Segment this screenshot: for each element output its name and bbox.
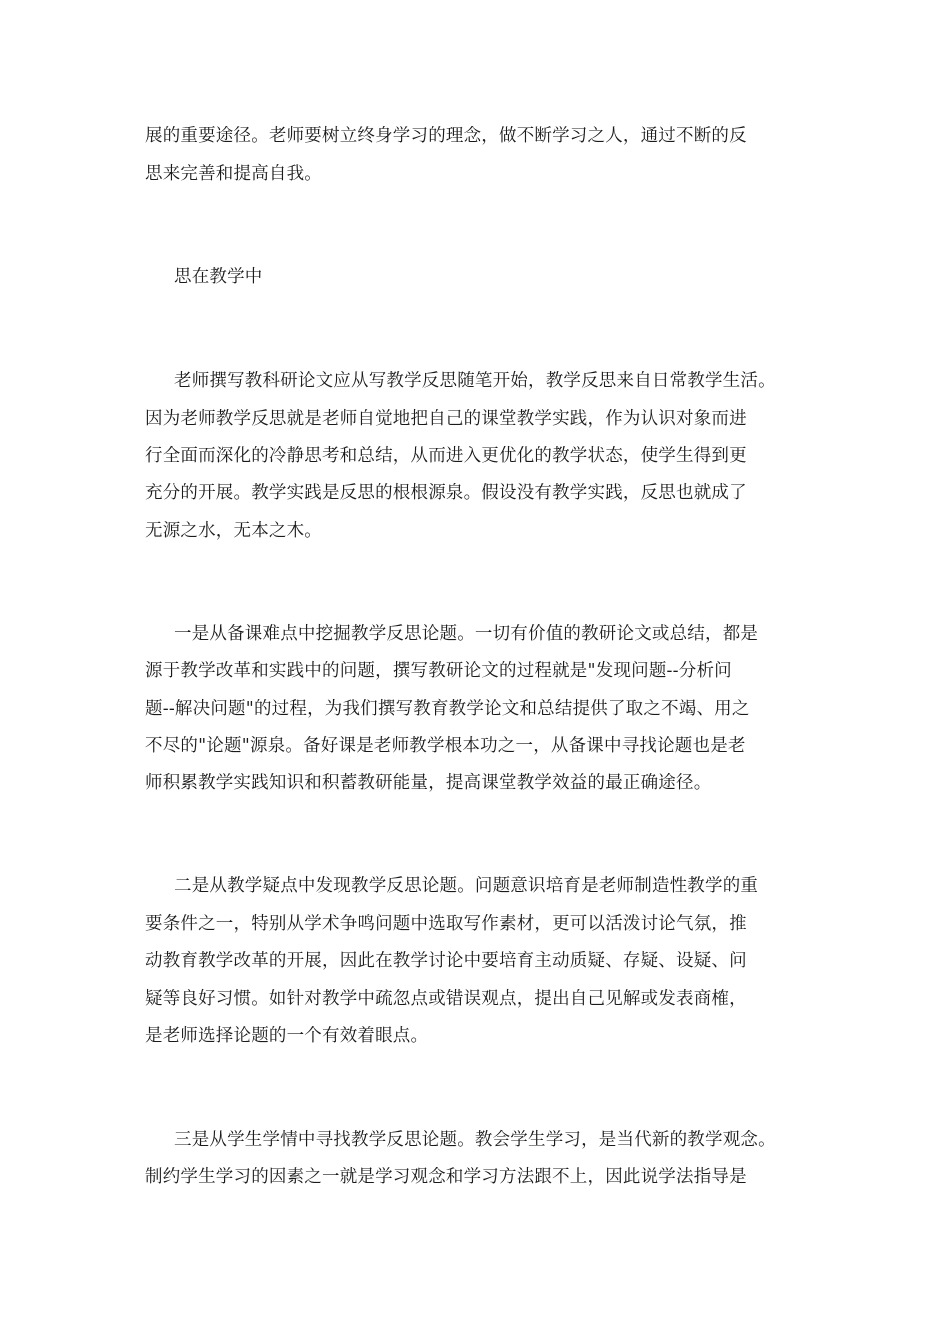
text-line: 老师撰写教科研论文应从写教学反思随笔开始，教学反思来自日常教学生活。	[174, 371, 776, 391]
text-line: 三是从学生学情中寻找教学反思论题。教会学生学习，是当代新的教学观念。	[174, 1130, 776, 1150]
text-line: 要条件之一，特别从学术争鸣问题中选取写作素材，更可以活泼讨论气氛，推	[145, 914, 747, 934]
text-line: 二是从教学疑点中发现教学反思论题。问题意识培育是老师制造性教学的重	[174, 876, 759, 896]
text-line: 因为老师教学反思就是老师自觉地把自己的课堂教学实践，作为认识对象而进	[145, 409, 747, 429]
text-line: 不尽的"论题"源泉。备好课是老师教学根本功之一，从备课中寻找论题也是老	[145, 736, 746, 756]
text-line: 动教育教学改革的开展，因此在教学讨论中要培育主动质疑、存疑、设疑、问	[145, 951, 747, 971]
text-line: 展的重要途径。老师要树立终身学习的理念，做不断学习之人，通过不断的反	[145, 126, 747, 146]
text-line: 思来完善和提高自我。	[145, 164, 322, 184]
text-line: 无源之水，无本之木。	[145, 521, 322, 541]
text-line: 制约学生学习的因素之一就是学习观念和学习方法跟不上，因此说学法指导是	[145, 1167, 747, 1187]
text-line: 题--解决问题"的过程，为我们撰写教育教学论文和总结提供了取之不竭、用之	[145, 699, 750, 719]
text-line: 充分的开展。教学实践是反思的根根源泉。假设没有教学实践，反思也就成了	[145, 483, 747, 503]
text-line: 是老师选择论题的一个有效着眼点。	[145, 1026, 429, 1046]
text-line: 师积累教学实践知识和积蓄教研能量，提高课堂教学效益的最正确途径。	[145, 773, 712, 793]
text-line: 源于教学改革和实践中的问题，撰写教研论文的过程就是"发现问题--分析问	[145, 661, 732, 681]
text-line: 疑等良好习惯。如针对教学中疏忽点或错误观点，提出自己见解或发表商榷，	[145, 989, 747, 1009]
text-line: 一是从备课难点中挖掘教学反思论题。一切有价值的教研论文或总结，都是	[174, 624, 759, 644]
section-heading: 思在教学中	[174, 267, 263, 287]
text-line: 行全面而深化的冷静思考和总结，从而进入更优化的教学状态，使学生得到更	[145, 446, 747, 466]
